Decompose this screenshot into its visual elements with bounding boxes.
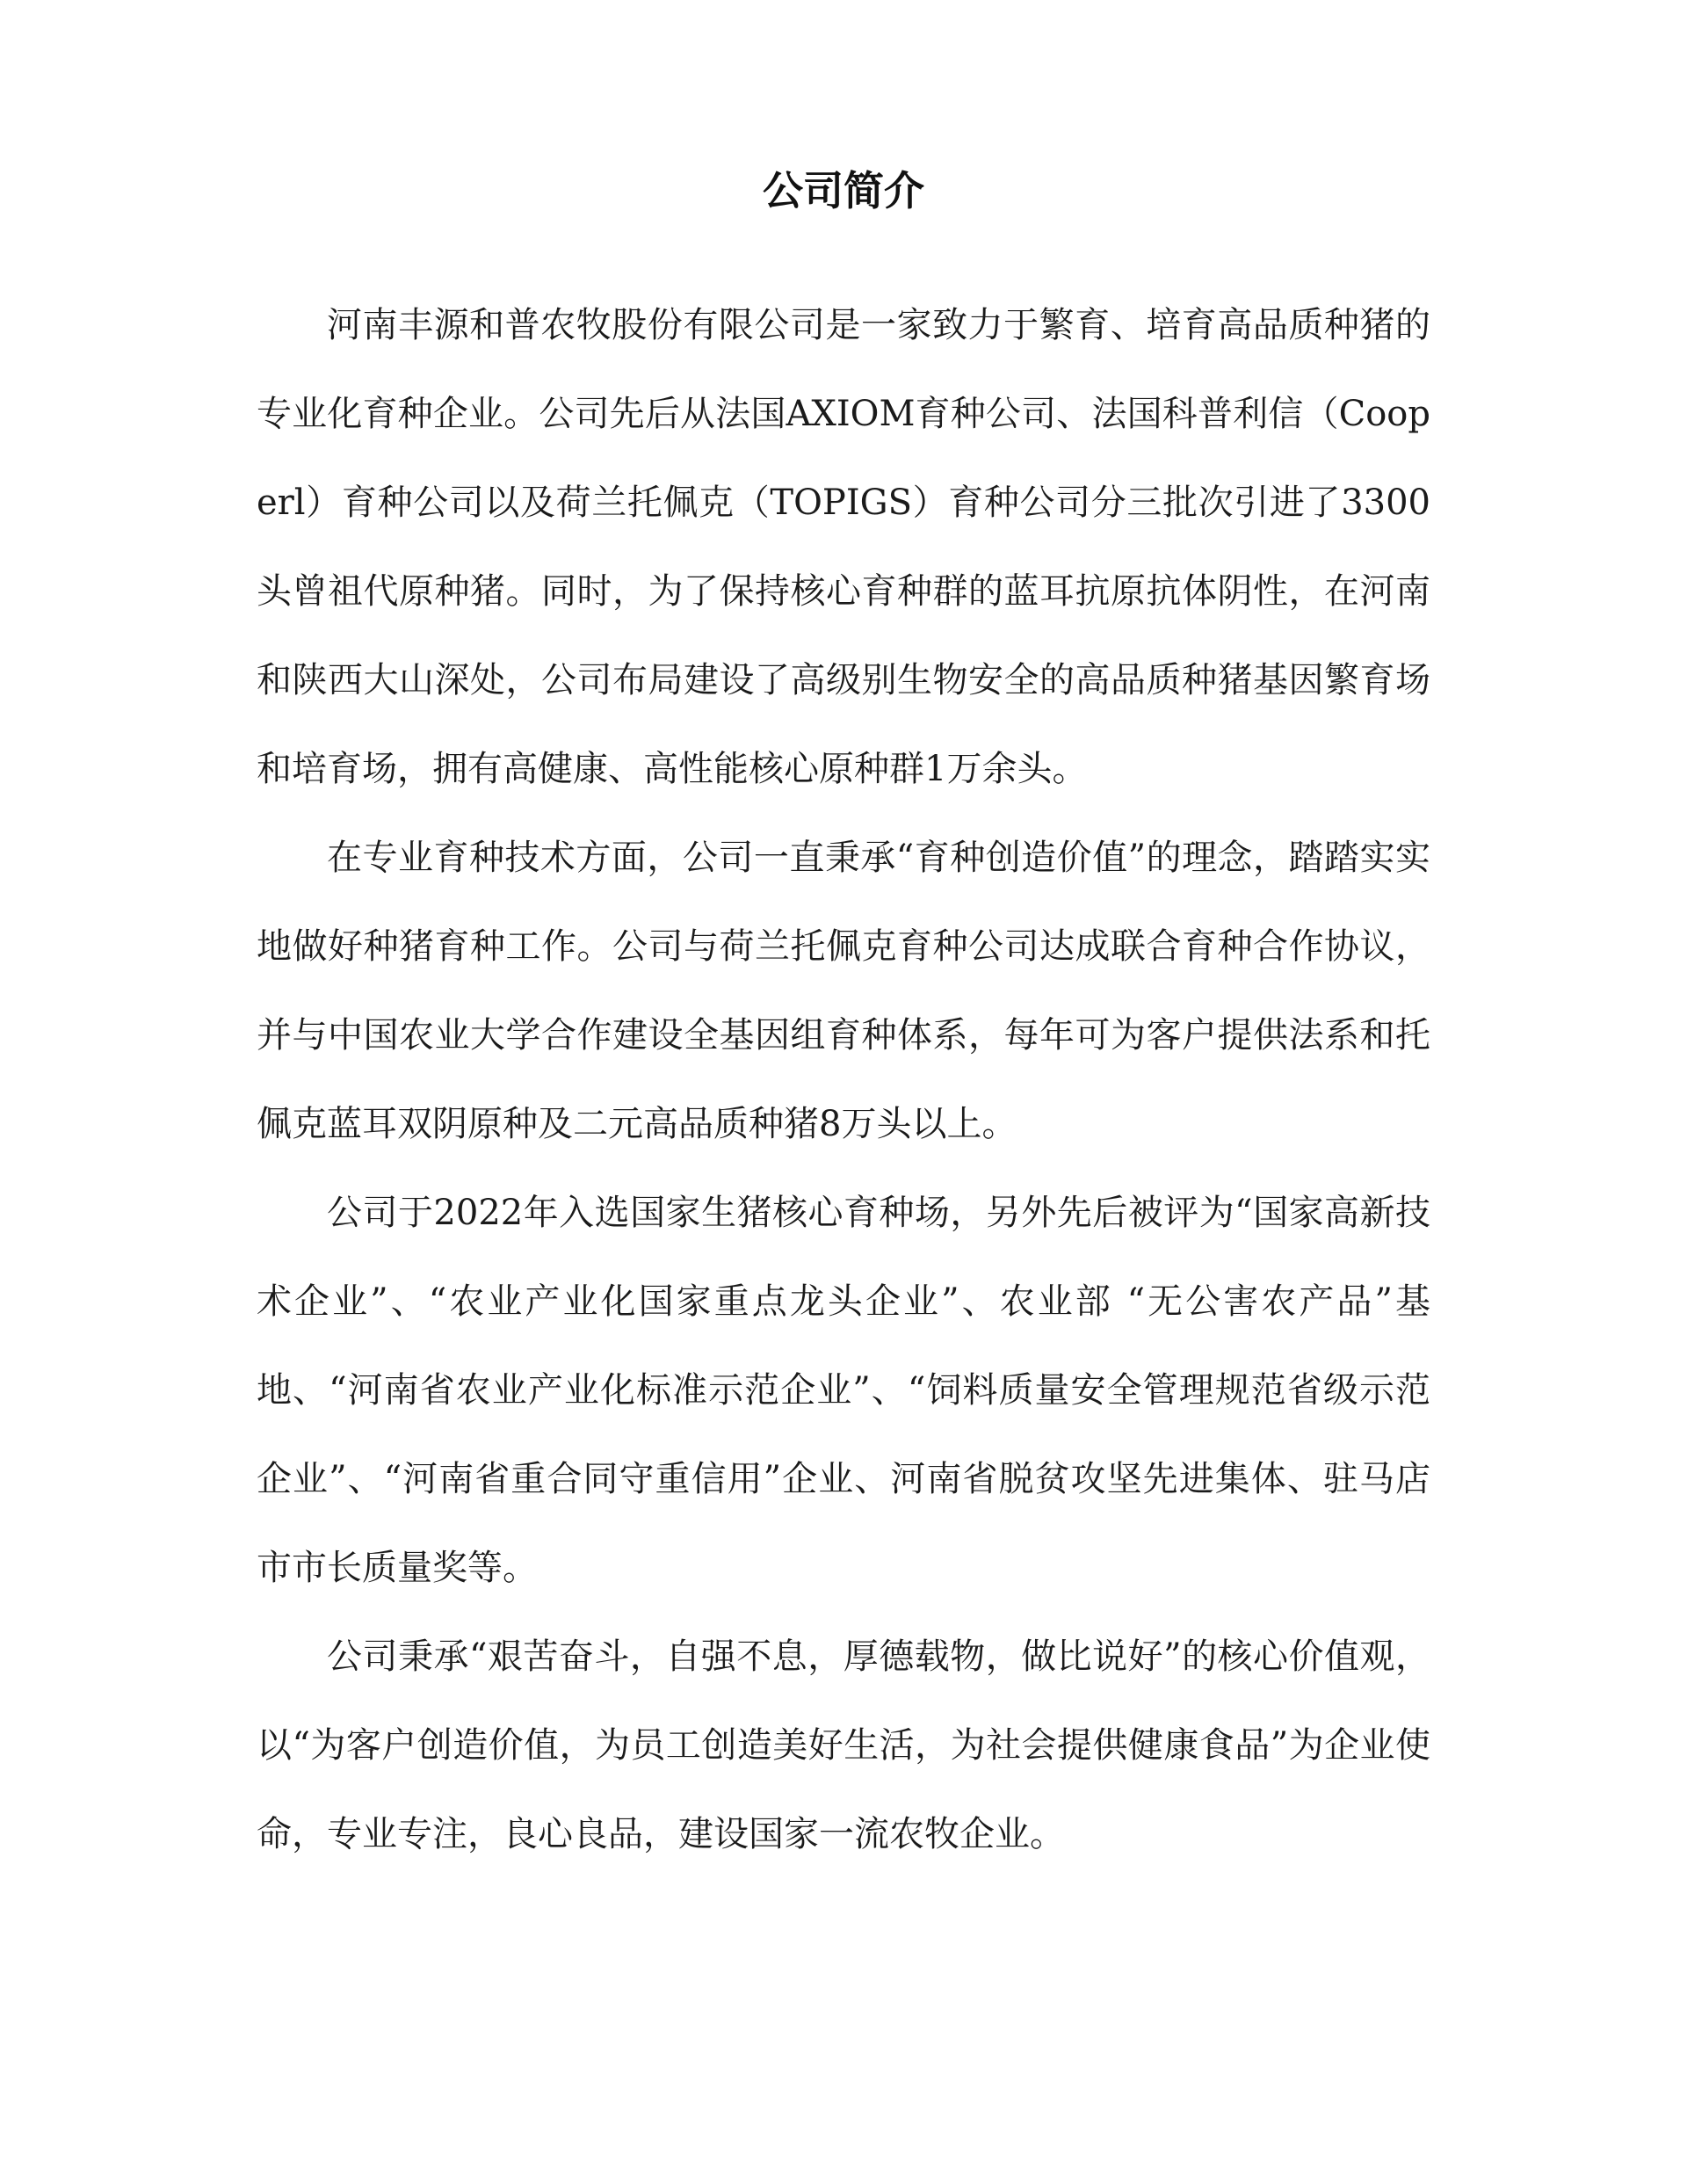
paragraph-honors: 公司于2022年入选国家生猪核心育种场，另外先后被评为“国家高新技术企业”、“农业产业化国家重点龙头企业”、农业部 “无公害农产品”基地、“河南省农业产业化标准示范企业”、“饲料质量安全管理规范省级示范企业”、“河南省重合同守重信用”企业、河南省脱贫攻坚先进集体、驻马店市市长质量奖等。 (257, 1193, 1430, 1588)
paragraph-breeding-technology: 在专业育种技术方面，公司一直秉承“育种创造价值”的理念，踏踏实实地做好种猪育种工作。公司与荷兰托佩克育种公司达成联合育种合作协议，并与中国农业大学合作建设全基因组育种体系，每年可为客户提供法系和托佩克蓝耳双阴原种及二元高品质种猪8万头以上。 (257, 838, 1430, 1144)
paragraph-core-values: 公司秉承“艰苦奋斗，自强不息，厚德载物，做比说好”的核心价值观，以“为客户创造价值，为员工创造美好生活，为社会提供健康食品”为企业使命，专业专注，良心良品，建设国家一流农牧企业。 (257, 1636, 1430, 1854)
document-body (257, 281, 1430, 1879)
paragraph-company-overview: 河南丰源和普农牧股份有限公司是一家致力于繁育、培育高品质种猪的专业化育种企业。公司先后从法国AXIOM育种公司、法国科普利信（Cooperl）育种公司以及荷兰托佩克（TOPIGS）育种公司分三批次引进了3300头曾祖代原种猪。同时，为了保持核心育种群的蓝耳抗原抗体阴性，在河南和陕西大山深处，公司布局建设了高级别生物安全的高品质种猪基因繁育场和培育场，拥有高健康、高性能核心原种群1万余头。 (257, 305, 1430, 789)
document-title: 公司简介 (763, 167, 924, 214)
